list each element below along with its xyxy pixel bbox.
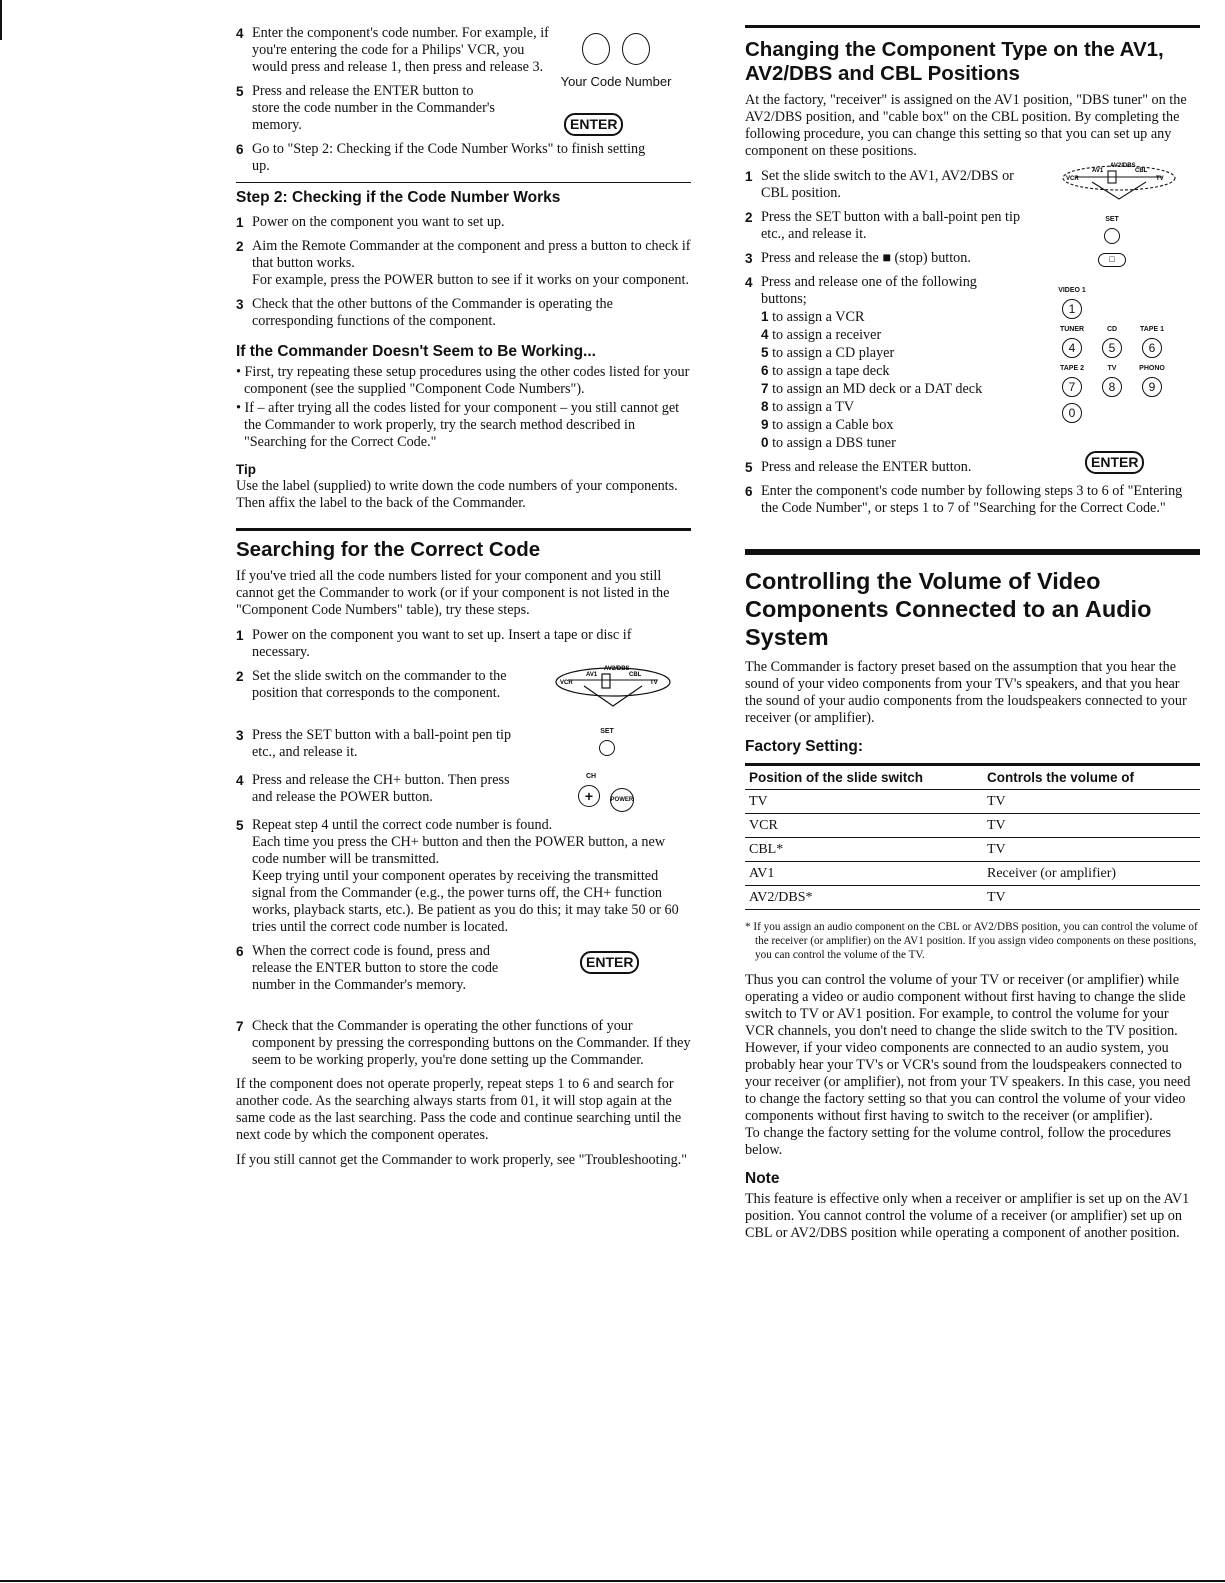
slide-switch-icon — [554, 664, 672, 710]
change-step-6 — [745, 483, 1200, 517]
keypad-row-1 — [1057, 282, 1167, 319]
ch-plus-icon: + — [578, 785, 600, 807]
search-step-6 — [236, 943, 691, 1011]
left-edge-mark — [0, 0, 2, 40]
svg-text:AV2/DBS: AV2/DBS — [604, 666, 630, 672]
volume-heading: Controlling the Volume of Video Components Connected to an Audio System — [745, 568, 1152, 650]
set-label: SET — [1105, 216, 1119, 223]
search-heading: Searching for the Correct Code — [236, 538, 541, 561]
step-text: Aim the Remote Commander at the component and press a button to check if that button works. — [252, 238, 691, 271]
assign-item: 0 to assign a DBS tuner — [761, 435, 896, 451]
step-number: 3 — [236, 728, 244, 743]
step-number: 1 — [745, 169, 753, 184]
keypad-key: VIDEO 1 1 — [1057, 282, 1087, 319]
table-row: AV2/DBS* TV — [745, 886, 1200, 910]
change-step-5 — [745, 454, 1200, 476]
step-text: Press and release the ENTER button. — [761, 459, 972, 475]
search-step-2 — [236, 668, 691, 720]
keypad-key: CD 5 — [1097, 321, 1127, 358]
not-working-heading: If the Commander Doesn't Seem to Be Working... — [236, 343, 596, 360]
step-number: 4 — [745, 275, 753, 290]
keypad-row-2 — [1057, 321, 1167, 358]
set-button-icon — [599, 740, 615, 756]
number-keypad-figure — [1057, 282, 1167, 423]
step-text: Press and release the CH+ button. Then press and release the POWER button. — [252, 772, 510, 805]
enter-key: ENTER — [1085, 451, 1144, 474]
step-text: Press and release the ■ (stop) button. — [761, 250, 971, 266]
section-divider — [236, 182, 691, 183]
right-column — [745, 25, 1200, 1250]
step-number: 7 — [236, 1019, 244, 1034]
stop-button-figure — [1098, 250, 1126, 267]
volume-intro: The Commander is factory preset based on the assumption that you hear the sound of your video components from your TV's speakers, and that you hear the sound of your audio components from the loudspeakers connected to your receiver (or amplifier). — [745, 659, 1187, 726]
table-row: VCR TV — [745, 814, 1200, 838]
step-text: Press the SET button with a ball-point pen tip etc., and release it. — [761, 209, 1021, 242]
power-label: POWER — [610, 797, 634, 803]
section-divider-thick — [236, 528, 691, 531]
step-text: When the correct code is found, press and release the ENTER button to store the code number in the Commander's memory. — [252, 943, 499, 993]
search-after-1: If the component does not operate properly, repeat steps 1 to 6 and search for another code. As the searching always starts from 01, it will stop again at the same code as the last searching. Pass the code and continue searching until the next code by which the component operates. — [236, 1076, 682, 1143]
search-intro: If you've tried all the code numbers listed for your component and you still cannot get the Commander to work (or if your component is not listed in the "Component Code Numbers" table), try these steps. — [236, 568, 670, 618]
table-header-cell: Position of the slide switch — [745, 765, 983, 790]
step-text: Enter the component's code number by following steps 3 to 6 of "Entering the Code Number", or steps 1 to 7 of "Searching for the Correct Code." — [761, 483, 1183, 516]
step-number: 4 — [236, 26, 244, 41]
change-step-1 — [745, 163, 1200, 202]
step-text: Go to "Step 2: Checking if the Code Number Works" to finish setting up. — [252, 141, 646, 174]
search-step-4 — [236, 772, 691, 810]
step-number: 5 — [236, 818, 244, 833]
stop-button-icon: □ — [1098, 253, 1126, 267]
step-text: Enter the component's code number. For example, if you're entering the code for a Philips' VCR, you would press and release 1, then press and release 3. — [252, 25, 549, 75]
table-footnote: * If you assign an audio component on the CBL or AV2/DBS position, you can control the volume of the receiver (or amplifier) on the AV1 position. If you assign video components on these positions, you can control the volume of the TV. — [745, 921, 1198, 961]
enter-key: ENTER — [580, 951, 639, 974]
step-text: Power on the component you want to set up. Insert a tape or disc if necessary. — [252, 627, 632, 660]
slide-switch-icon — [1060, 162, 1178, 202]
keypad-key: PHONO 9 — [1137, 360, 1167, 397]
search-step-3 — [236, 727, 691, 765]
volume-body-3: To change the factory setting for the volume control, follow the procedures below. — [745, 1125, 1172, 1158]
table-row: AV1 Receiver (or amplifier) — [745, 862, 1200, 886]
tip-heading: Tip — [236, 462, 256, 477]
svg-text:AV1: AV1 — [1092, 168, 1104, 174]
svg-text:TV: TV — [650, 680, 658, 686]
volume-body-1: Thus you can control the volume of your TV or receiver (or amplifier) while operating a video or audio component without first having to change the slide switch to TV or AV1 position. For example, to control the volume for your VCR channels, you don't need to change the slide switch to the TV position. — [745, 972, 1186, 1039]
step-text-detail: Each time you press the CH+ button and then the POWER button, a new code number will be transmitted. — [252, 834, 666, 867]
top-rule — [745, 25, 1200, 28]
step-number: 2 — [236, 669, 244, 684]
change-step-4 — [745, 274, 1200, 452]
assign-item: 6 to assign a tape deck — [761, 363, 890, 379]
enter-key-figure-3 — [1085, 451, 1144, 474]
set-button-icon — [1104, 228, 1120, 244]
svg-text:AV1: AV1 — [586, 672, 598, 678]
step-text: Check that the Commander is operating the other functions of your component by pressing the corresponding buttons on the Commander. If they seem to be working properly, you're done setting up the Commander. — [252, 1018, 691, 1068]
svg-text:TV: TV — [1156, 176, 1164, 182]
bottom-edge-line — [0, 1580, 1225, 1582]
volume-body-2: However, if your video components are connected to an audio system, you probably hear your TV's or VCR's sound from the loudspeakers connected to your receiver (or amplifier), not from your TV speakers. In this case, you need to change the factory setting so that you can control the volume of your video components without first having to switch to the receiver (or amplifier). — [745, 1040, 1191, 1124]
step-number: 2 — [236, 239, 244, 254]
troubleshoot-bullet-1: • First, try repeating these setup procedures using the other codes listed for your component (see the supplied "Component Code Numbers"). — [236, 364, 690, 397]
step-text: Repeat step 4 until the correct code number is found. — [252, 817, 553, 833]
step-number: 5 — [236, 84, 244, 99]
code-digit-circle-2 — [622, 33, 650, 65]
step-number: 1 — [236, 628, 244, 643]
keypad-key: TAPE 1 6 — [1137, 321, 1167, 358]
svg-text:VCR: VCR — [560, 680, 573, 686]
keypad-row-4 — [1057, 403, 1167, 423]
svg-text:CBL: CBL — [1135, 168, 1148, 174]
keypad-key: TV 8 — [1097, 360, 1127, 397]
table-header-cell: Controls the volume of — [983, 765, 1200, 790]
tip-text: Use the label (supplied) to write down the code numbers of your components. Then affix the label to the back of the Commander. — [236, 478, 678, 511]
ch-power-figure — [578, 768, 648, 812]
step-text: Set the slide switch to the AV1, AV2/DBS or CBL position. — [761, 168, 1014, 201]
intro-step-6 — [236, 141, 691, 175]
change-type-heading: Changing the Component Type on the AV1, AV2/DBS and CBL Positions — [745, 38, 1164, 85]
factory-setting-heading: Factory Setting: — [745, 738, 863, 755]
keypad-key: TAPE 2 7 — [1057, 360, 1087, 397]
assign-item: 8 to assign a TV — [761, 399, 855, 415]
enter-key-figure-2 — [580, 951, 639, 974]
step-text: Press and release the ENTER button to store the code number in the Commander's memory. — [252, 83, 495, 133]
step-text: Set the slide switch on the commander to the position that corresponds to the component. — [252, 668, 507, 701]
change-type-intro: At the factory, "receiver" is assigned on the AV1 position, "DBS tuner" on the AV2/DBS position, and "cable box" on the CBL position. By completing the following procedure, you can change this setting so that you can set up any component on these positions. — [745, 92, 1187, 159]
assign-item: 5 to assign a CD player — [761, 345, 895, 361]
table-header-row — [745, 765, 1200, 790]
your-code-label: Your Code Number — [560, 74, 672, 89]
enter-key-figure-1 — [564, 113, 623, 136]
search-after-2: If you still cannot get the Commander to work properly, see "Troubleshooting." — [236, 1152, 688, 1168]
step-number: 2 — [745, 210, 753, 225]
left-column — [236, 25, 691, 1177]
enter-key: ENTER — [564, 113, 623, 136]
svg-text:VCR: VCR — [1066, 176, 1079, 182]
step2-item-3 — [236, 296, 691, 330]
set-button-figure-right — [1101, 211, 1123, 244]
step-number: 6 — [236, 944, 244, 959]
assign-item: 1 to assign a VCR — [761, 309, 865, 325]
step-text-example: For example, press the POWER button to see if it works on your component. — [252, 272, 689, 288]
svg-text:CBL: CBL — [629, 672, 642, 678]
step-text: Check that the other buttons of the Commander is operating the corresponding functions of the component. — [252, 296, 613, 329]
power-button-icon — [610, 788, 634, 812]
search-step-7 — [236, 1018, 691, 1069]
step-number: 1 — [236, 215, 244, 230]
keypad-key: 0 — [1057, 403, 1087, 423]
section-divider-thick — [745, 549, 1200, 555]
step2-item-2 — [236, 238, 691, 289]
assign-item: 7 to assign an MD deck or a DAT deck — [761, 381, 983, 397]
code-digit-circle-1 — [582, 33, 610, 65]
step-number: 6 — [236, 142, 244, 157]
change-step-3 — [745, 250, 1200, 267]
troubleshoot-bullet-2: • If – after trying all the codes listed for your component – you still cannot get the Commander to work properly, try the search method described in "Searching for the Correct Code." — [236, 400, 680, 450]
ch-label: CH — [586, 773, 597, 780]
step2-item-1 — [236, 214, 691, 231]
step2-heading: Step 2: Checking if the Code Number Works — [236, 189, 561, 206]
step-text: Press and release one of the following buttons; — [761, 274, 977, 307]
note-text: This feature is effective only when a receiver or amplifier is set up on the AV1 position. You cannot control the volume of a receiver (or amplifier) set up on CBL or AV2/DBS position while operating a component of another position. — [745, 1191, 1190, 1241]
note-heading: Note — [745, 1170, 780, 1187]
step-number: 3 — [745, 251, 753, 266]
search-step-1 — [236, 627, 691, 661]
step-text: Press the SET button with a ball-point pen tip etc., and release it. — [252, 727, 512, 760]
step-text-detail-2: Keep trying until your component operates by receiving the transmitted signal from the Commander (e.g., the power turns off, the CH+ function works, playback starts, etc.). Be patient as you do this; it may take 50 or 60 tries until the correct code number is located. — [252, 868, 679, 935]
keypad-row-3 — [1057, 360, 1167, 397]
assign-item: 4 to assign a receiver — [761, 327, 882, 343]
your-code-figure — [546, 33, 686, 90]
search-step-5 — [236, 817, 691, 936]
slide-switch-figure — [554, 664, 672, 715]
step-text: Power on the component you want to set up. — [252, 214, 505, 230]
slide-switch-figure-right — [1060, 162, 1178, 207]
step-number: 4 — [236, 773, 244, 788]
set-label: SET — [600, 728, 614, 735]
assign-item: 9 to assign a Cable box — [761, 417, 894, 433]
set-button-figure — [596, 723, 618, 756]
step-number: 5 — [745, 460, 753, 475]
keypad-key: TUNER 4 — [1057, 321, 1087, 358]
step-number: 6 — [745, 484, 753, 499]
factory-setting-table — [745, 763, 1200, 910]
table-row: CBL* TV — [745, 838, 1200, 862]
step-number: 3 — [236, 297, 244, 312]
svg-text:AV2/DBS: AV2/DBS — [1110, 163, 1136, 169]
table-row: TV TV — [745, 790, 1200, 814]
change-step-2 — [745, 209, 1200, 243]
